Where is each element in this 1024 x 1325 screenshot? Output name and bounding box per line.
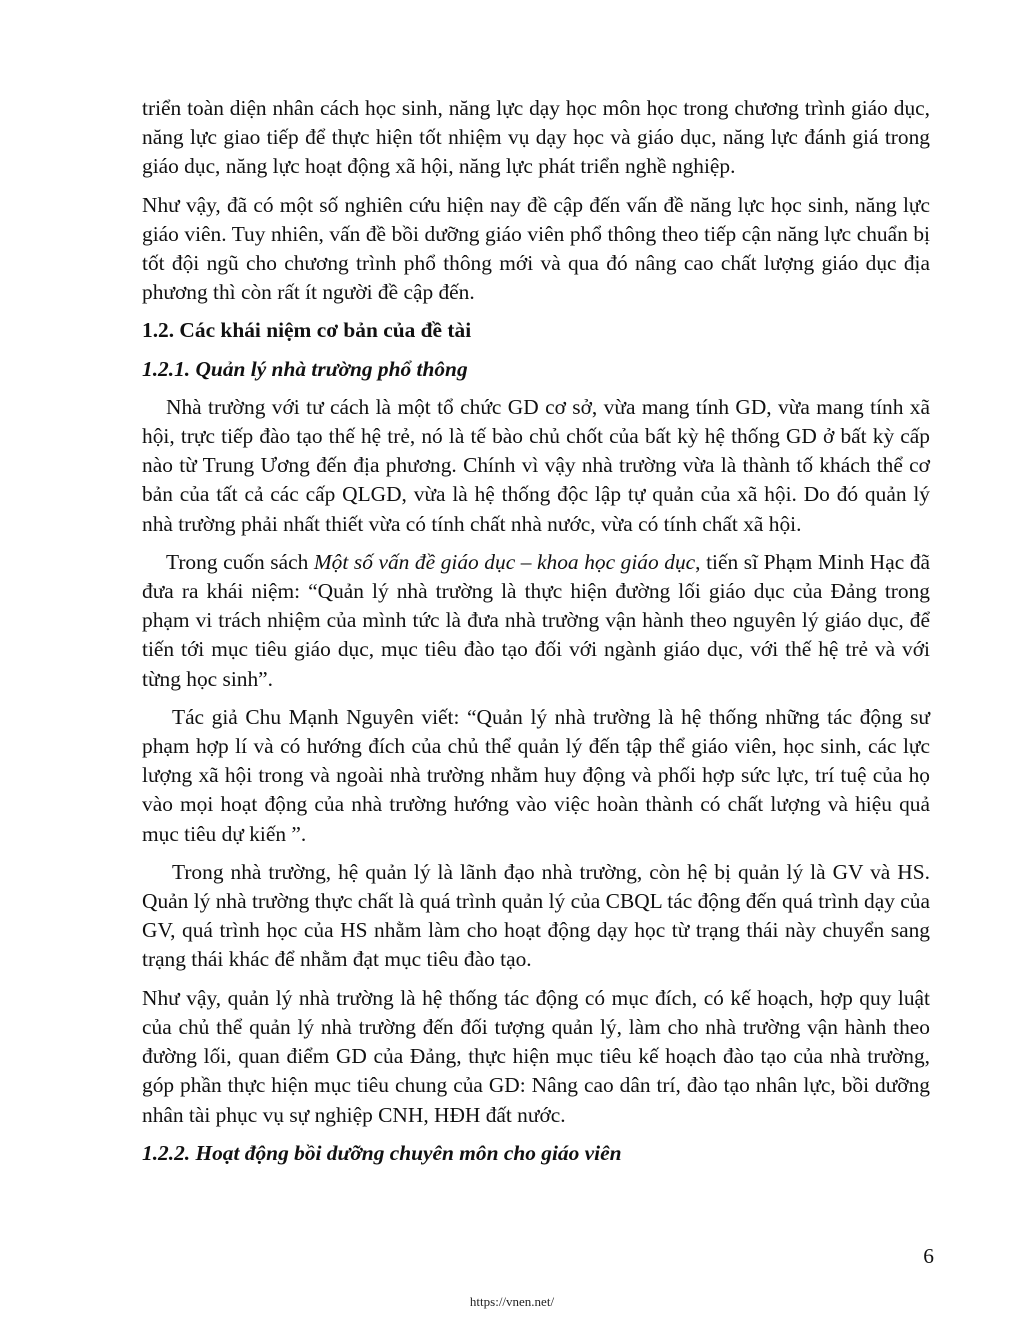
page-number: 6 bbox=[923, 1244, 934, 1268]
paragraph-continuation: triển toàn diện nhân cách học sinh, năng lực dạy học môn học trong chương trình giáo dục, năng lực giao tiếp để thực hiện tốt nhiệm vụ dạy học và giáo dục, năng lực đánh giá trong giáo dục, năng lực hoạt động xã hội, năng lực phát triển nghề nghiệp. bbox=[142, 96, 930, 179]
paragraph-school-organization: Nhà trường với tư cách là một tổ chức GD cơ sở, vừa mang tính GD, vừa mang tính xã hội, trực tiếp đào tạo thế hệ trẻ, nó là tế bào chủ chốt của bất kỳ hệ thống GD ở bất kỳ cấp nào từ Trung Ương đến địa phương. Chính vì vậy nhà trường vừa là thành tố khách thể cơ bản của tất cả các cấp QLGD, vừa là hệ thống độc lập tự quản của xã hội. Do đó quản lý nhà trường phải nhất thiết vừa có tính chất nhà nước, vừa có tính chất xã hội. bbox=[142, 394, 930, 536]
book-title: Một số vấn đề giáo dục – khoa học giáo dục bbox=[313, 549, 696, 574]
paragraph-conclusion: Như vậy, quản lý nhà trường là hệ thống tác động có mục đích, có kế hoạch, hợp quy luật của chủ thể quản lý nhà trường đến đối tượng quản lý, làm cho nhà trường vận hành theo đường lối, quan điểm GD của Đảng, thực hiện mục tiêu kế hoạch đào tạo của nhà trường, góp phần thực hiện mục tiêu chung của GD: Nâng cao dân trí, đào tạo nhân lực, bồi dưỡng nhân tài phục vụ sự nghiệp CNH, HĐH đất nước. bbox=[142, 985, 930, 1127]
section-heading-1-2: 1.2. Các khái niệm cơ bản của đề tài bbox=[142, 318, 472, 343]
paragraph-chu-manh-nguyen: Tác giả Chu Mạnh Nguyên viết: “Quản lý nhà trường là hệ thống những tác động sư phạm hợp lí và có hướng đích của chủ thể quản lý đến tập thể giáo viên, học sinh, các lực lượng xã hội trong và ngoài nhà trường nhằm huy động và phối hợp sức lực, trí tuệ của họ vào mọi hoạt động của nhà trường hướng vào việc hoàn thành có chất lượng và hiệu quả mục tiêu dự kiến ”. bbox=[142, 704, 930, 846]
subsection-heading-1-2-1: 1.2.1. Quản lý nhà trường phổ thông bbox=[142, 356, 468, 381]
paragraph-text-pre: Trong cuốn sách bbox=[166, 549, 314, 574]
footer-url: https://vnen.net/ bbox=[469, 1294, 555, 1309]
subsection-heading-1-2-2: 1.2.2. Hoạt động bồi dưỡng chuyên môn cho giáo viên bbox=[142, 1140, 622, 1165]
paragraph-text-post: , tiến sĩ Phạm Minh Hạc đã đưa ra khái niệm: “Quản lý nhà trường là thực hiện đường lối giáo dục của Đảng trong phạm vi trách nhiệm của mình tức là đưa nhà trường vận hành theo nguyên lý giáo dục, để tiến tới mục tiêu giáo dục, mục tiêu đào tạo đối với ngành giáo dục, với thế hệ trẻ và với từng học sinh”. bbox=[142, 549, 931, 691]
document-body bbox=[142, 94, 930, 1168]
paragraph-pham-minh-hac bbox=[142, 548, 930, 694]
paragraph-management-system: Trong nhà trường, hệ quản lý là lãnh đạo nhà trường, còn hệ bị quản lý là GV và HS. Quản lý nhà trường thực chất là quá trình quản lý của CBQL tác động đến quá trình dạy của GV, quá trình học của HS nhằm làm cho hoạt động dạy học từ trạng thái này chuyển sang trạng thái khác để nhằm đạt mục tiêu đào tạo. bbox=[142, 859, 930, 972]
paragraph-research-summary: Như vậy, đã có một số nghiên cứu hiện nay đề cập đến vấn đề năng lực học sinh, năng lực giáo viên. Tuy nhiên, vấn đề bồi dưỡng giáo viên phổ thông theo tiếp cận năng lực chuẩn bị tốt đội ngũ cho chương trình phổ thông mới và qua đó nâng cao chất lượng giáo dục địa phương thì còn rất ít người đề cập đến. bbox=[142, 192, 930, 305]
